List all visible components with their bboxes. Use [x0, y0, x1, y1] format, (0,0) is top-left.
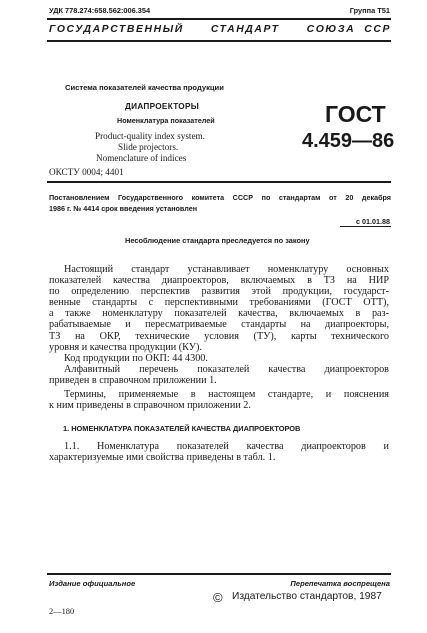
- section-heading: 1. НОМЕНКЛАТУРА ПОКАЗАТЕЛЕЙ КАЧЕСТВА ДИАПРОЕКТОРОВ: [63, 424, 301, 433]
- effective-date: с 01.01.88: [356, 217, 390, 226]
- subtitle: Номенклатура показателей: [117, 116, 215, 125]
- date-underline: [340, 226, 391, 227]
- product-title: ДИАПРОЕКТОРЫ: [125, 102, 200, 111]
- system-title: Система показателей качества продукции: [65, 83, 224, 92]
- english-title-line2: Slide projectors.: [118, 142, 179, 152]
- reprint-notice: Перепечатка воспрещена: [290, 579, 390, 588]
- paragraph-line: к ним приведены в справочном приложении 2.: [49, 400, 251, 412]
- footer-rule: [47, 573, 391, 575]
- paragraph-line: показателей качества диапроекторов, включаемых в ТЗ на НИР: [49, 275, 389, 287]
- paragraph-line: рабатываемые и пересматриваемые стандарты на диапроекторы,: [49, 319, 389, 331]
- paragraph-line: Код продукции по ОКП: 44 4300.: [64, 353, 208, 364]
- group-code: Группа Т51: [349, 6, 390, 15]
- copyright-icon: ©: [213, 590, 223, 605]
- gost-label: ГОСТ: [325, 101, 386, 127]
- paragraph-1-1: [49, 441, 389, 463]
- paragraph-line: венные стандарты с перспективными требованиями (ГОСТ ОТТ),: [49, 297, 389, 309]
- paragraph-line: Алфавитный перечень показателей качества диапроекторов: [64, 364, 389, 375]
- official-edition: Издание официальное: [49, 579, 136, 588]
- english-title-line1: Product-quality index system.: [95, 131, 205, 141]
- paragraph-line: по определению перспектив развития этой продукции, государст-: [49, 286, 389, 298]
- paragraph-line: Термины, применяемые в настоящем стандарте, и пояснения: [64, 389, 389, 400]
- paragraph-line: приведен в справочном приложении 1.: [49, 375, 217, 387]
- paragraph-line: Настоящий стандарт устанавливает номенклатуру основных: [64, 264, 389, 275]
- top-rule: [47, 18, 391, 20]
- title-rule: [47, 181, 391, 183]
- paragraph-okp: [49, 353, 389, 364]
- decree-line2: 1986 г. № 4414 срок введения установлен: [49, 204, 198, 213]
- english-title-line3: Nomenclature of indices: [96, 153, 187, 163]
- paragraph-line: уровня и качества продукции (КУ).: [49, 341, 202, 353]
- paragraph-index: [49, 364, 389, 386]
- copyright-text: Издательство стандартов, 1987: [232, 591, 382, 602]
- decree-line1: Постановлением Государственного комитета СССР по стандартам от 20 декабря: [49, 193, 391, 202]
- paragraph-line: 1.1. Номенклатура показателей качества диапроекторов и: [64, 441, 389, 452]
- banner-rule: [47, 40, 391, 42]
- paragraph-line: ТЗ на ОКР, технические условия (ТУ), карты технического: [49, 330, 389, 342]
- gost-number: 4.459—86: [302, 130, 395, 152]
- paragraph-line: а также номенклатуру показателей качества, включаемых в раз-: [49, 308, 389, 320]
- paragraph-scope: [49, 264, 389, 353]
- page-mark: 2—180: [49, 607, 75, 616]
- udk-code: УДК 778.274:658.562:006.354: [49, 6, 151, 15]
- okstu-code: ОКСТУ 0004; 4401: [49, 167, 124, 177]
- paragraph-line: характеризуемые ими свойства приведены в табл. 1.: [49, 452, 276, 464]
- legal-warning: Несоблюдение стандарта преследуется по закону: [125, 236, 310, 245]
- paragraph-terms: [49, 389, 389, 411]
- standard-banner: ГОСУДАРСТВЕННЫЙ СТАНДАРТ СОЮЗА ССР: [49, 24, 391, 35]
